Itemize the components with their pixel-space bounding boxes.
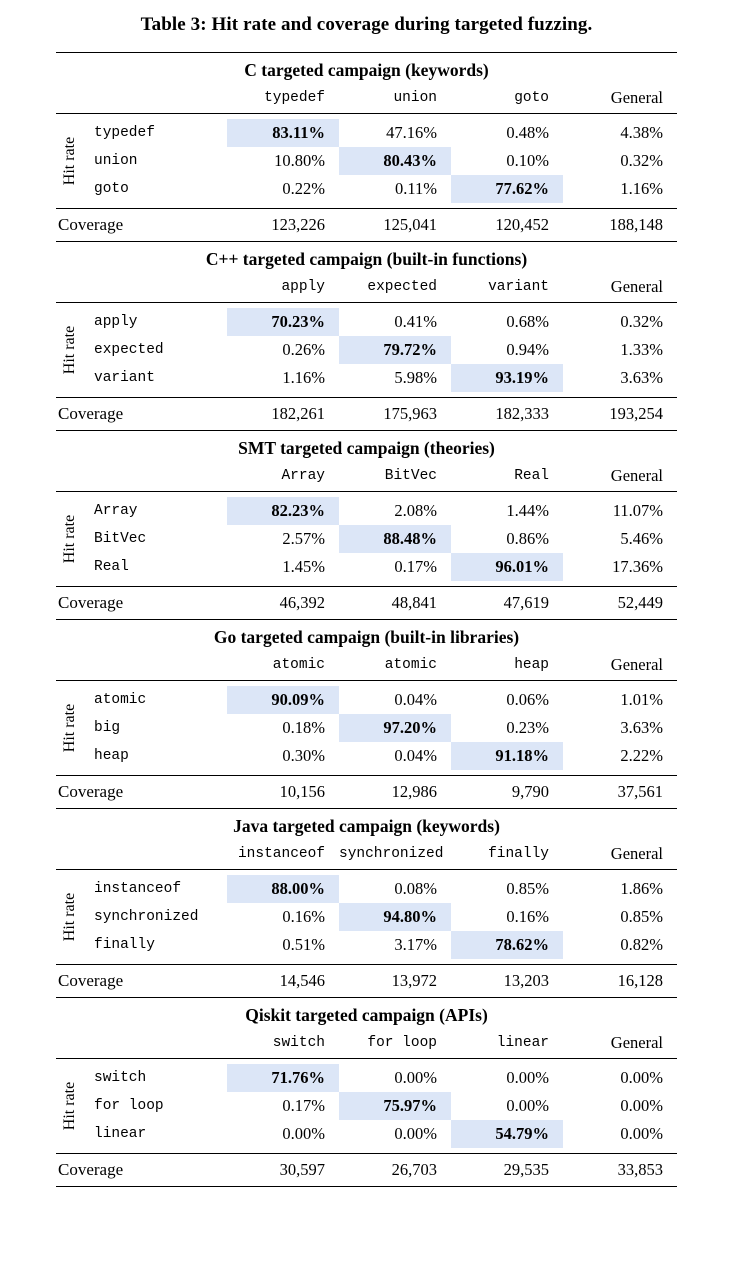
hit-rate-cell-highlighted: 91.18% [451, 742, 563, 770]
hit-rate-cell-highlighted: 88.48% [339, 525, 451, 553]
column-header: union [393, 90, 437, 106]
column-header-row [56, 1030, 677, 1059]
hit-rate-cell: 0.17% [282, 1096, 325, 1115]
coverage-cell: 182,261 [271, 404, 325, 423]
coverage-cell: 125,041 [383, 215, 437, 234]
hit-rate-cell: 1.86% [620, 879, 663, 898]
coverage-row [56, 776, 677, 809]
hit-rate-label: Hit rate [61, 136, 78, 186]
hit-rate-cell: 1.44% [506, 501, 549, 520]
column-header: General [610, 1033, 663, 1052]
hit-rate-cell-highlighted: 82.23% [227, 497, 339, 525]
section-title-row [56, 53, 677, 85]
coverage-cell: 193,254 [609, 404, 663, 423]
hit-rate-cell: 0.17% [394, 557, 437, 576]
column-header: General [610, 466, 663, 485]
column-header: General [610, 277, 663, 296]
coverage-cell: 123,226 [271, 215, 325, 234]
table-row [56, 119, 677, 147]
column-header: General [610, 844, 663, 863]
table-row [56, 553, 677, 581]
row-label: big [94, 720, 121, 736]
hit-rate-label: Hit rate [61, 703, 78, 753]
coverage-cell: 47,619 [503, 593, 549, 612]
row-label: expected [94, 342, 164, 358]
hit-rate-axis-label [56, 875, 84, 959]
table-row [56, 336, 677, 364]
coverage-cell: 16,128 [617, 971, 663, 990]
coverage-cell: 13,972 [391, 971, 437, 990]
coverage-cell: 30,597 [279, 1160, 325, 1179]
rule-line [56, 1187, 677, 1188]
hit-rate-cell: 0.22% [282, 179, 325, 198]
coverage-cell: 26,703 [391, 1160, 437, 1179]
hit-rate-cell-highlighted: 83.11% [227, 119, 339, 147]
table-row [56, 686, 677, 714]
hit-rate-axis-label [56, 686, 84, 770]
row-label: for loop [94, 1098, 164, 1114]
hit-rate-cell: 0.00% [506, 1096, 549, 1115]
hit-rate-cell-highlighted: 88.00% [227, 875, 339, 903]
column-header: variant [488, 279, 549, 295]
coverage-label: Coverage [58, 782, 124, 801]
coverage-cell: 9,790 [511, 782, 549, 801]
hit-rate-cell-highlighted: 93.19% [451, 364, 563, 392]
hit-rate-cell: 0.11% [394, 179, 437, 198]
hit-rate-cell: 0.08% [394, 879, 437, 898]
hit-rate-cell: 1.16% [282, 368, 325, 387]
hit-rate-cell: 0.00% [620, 1124, 663, 1143]
hit-rate-cell: 0.04% [394, 690, 437, 709]
coverage-row [56, 1154, 677, 1187]
coverage-row [56, 587, 677, 620]
table-bottom-rule [56, 1187, 677, 1188]
hit-rate-axis-label [56, 119, 84, 203]
hit-rate-cell-highlighted: 80.43% [339, 147, 451, 175]
table-caption: Table 3: Hit rate and coverage during targeted fuzzing. [140, 14, 593, 35]
table-row [56, 525, 677, 553]
column-header-row [56, 652, 677, 681]
section-title-row [56, 809, 677, 841]
hit-rate-cell: 1.33% [620, 340, 663, 359]
hit-rate-cell: 3.63% [620, 368, 663, 387]
row-label: variant [94, 370, 155, 386]
coverage-cell: 13,203 [503, 971, 549, 990]
row-label: atomic [94, 692, 147, 708]
coverage-row [56, 965, 677, 998]
hit-rate-cell: 4.38% [620, 123, 663, 142]
row-label: union [94, 153, 138, 169]
section-title: Qiskit targeted campaign (APIs) [245, 1005, 488, 1025]
hit-rate-cell: 0.04% [394, 746, 437, 765]
hit-rate-cell: 0.00% [506, 1068, 549, 1087]
column-header-row [56, 85, 677, 114]
column-header: atomic [272, 657, 325, 673]
hit-rate-cell: 3.63% [620, 718, 663, 737]
hit-rate-cell-highlighted: 77.62% [451, 175, 563, 203]
coverage-cell: 46,392 [279, 593, 325, 612]
column-header: linear [496, 1035, 549, 1051]
coverage-row [56, 398, 677, 431]
hit-rate-cell: 0.85% [620, 907, 663, 926]
coverage-label: Coverage [58, 404, 124, 423]
column-header: goto [514, 90, 549, 106]
hit-rate-cell: 0.86% [506, 529, 549, 548]
column-header: finally [488, 846, 549, 862]
hit-rate-cell: 0.00% [394, 1068, 437, 1087]
column-header: typedef [264, 90, 325, 106]
row-label: linear [94, 1126, 147, 1142]
coverage-cell: 175,963 [383, 404, 437, 423]
hit-rate-cell: 0.51% [282, 935, 325, 954]
column-header: atomic [384, 657, 437, 673]
table-row [56, 903, 677, 931]
row-label: instanceof [94, 881, 182, 897]
row-label: Array [94, 503, 138, 519]
table-row [56, 931, 677, 959]
row-label: finally [94, 937, 155, 953]
table-row [56, 742, 677, 770]
hit-rate-cell: 0.00% [394, 1124, 437, 1143]
column-header: synchronized [339, 846, 444, 862]
table-row [56, 1120, 677, 1148]
column-header: Real [514, 468, 549, 484]
coverage-label: Coverage [58, 1160, 124, 1179]
coverage-cell: 37,561 [617, 782, 663, 801]
table-row [56, 308, 677, 336]
coverage-cell: 120,452 [495, 215, 549, 234]
coverage-row [56, 209, 677, 242]
table-row [56, 1092, 677, 1120]
column-header: heap [514, 657, 549, 673]
hit-rate-cell: 2.57% [282, 529, 325, 548]
row-label: synchronized [94, 909, 199, 925]
hit-rate-cell: 0.82% [620, 935, 663, 954]
column-header-row [56, 463, 677, 492]
table-row [56, 1064, 677, 1092]
hit-rate-cell-highlighted: 70.23% [227, 308, 339, 336]
hit-rate-cell: 2.22% [620, 746, 663, 765]
hit-rate-cell: 0.16% [282, 907, 325, 926]
section-title-row [56, 620, 677, 652]
table-row [56, 175, 677, 203]
hit-rate-cell: 0.41% [394, 312, 437, 331]
hit-rate-label: Hit rate [61, 514, 78, 564]
table-row [56, 497, 677, 525]
section-title: C targeted campaign (keywords) [244, 60, 489, 80]
hit-rate-cell: 1.45% [282, 557, 325, 576]
table-row [56, 364, 677, 392]
section-title-row [56, 998, 677, 1030]
coverage-cell: 188,148 [609, 215, 663, 234]
hit-rate-axis-label [56, 1064, 84, 1148]
column-header: General [610, 655, 663, 674]
hit-rate-cell: 10.80% [274, 151, 325, 170]
coverage-cell: 48,841 [391, 593, 437, 612]
hit-rate-cell: 0.23% [506, 718, 549, 737]
hit-rate-cell: 0.48% [506, 123, 549, 142]
column-header: for loop [367, 1035, 437, 1051]
hit-rate-cell-highlighted: 54.79% [451, 1120, 563, 1148]
column-header: apply [281, 279, 325, 295]
coverage-cell: 52,449 [617, 593, 663, 612]
column-header: expected [367, 279, 437, 295]
hit-rate-cell: 0.85% [506, 879, 549, 898]
hit-rate-cell-highlighted: 71.76% [227, 1064, 339, 1092]
hit-rate-cell: 17.36% [612, 557, 663, 576]
hit-rate-cell-highlighted: 79.72% [339, 336, 451, 364]
hit-rate-cell: 0.10% [506, 151, 549, 170]
hit-rate-cell: 0.32% [620, 312, 663, 331]
column-header-row [56, 841, 677, 870]
row-label: BitVec [94, 531, 147, 547]
column-header: General [610, 88, 663, 107]
coverage-cell: 182,333 [495, 404, 549, 423]
hit-rate-cell: 5.46% [620, 529, 663, 548]
hit-rate-cell: 0.16% [506, 907, 549, 926]
hit-rate-cell: 0.32% [620, 151, 663, 170]
coverage-cell: 10,156 [279, 782, 325, 801]
hit-rate-cell: 0.06% [506, 690, 549, 709]
row-label: Real [94, 559, 129, 575]
coverage-label: Coverage [58, 593, 124, 612]
results-table [56, 52, 677, 1187]
hit-rate-cell-highlighted: 75.97% [339, 1092, 451, 1120]
hit-rate-cell-highlighted: 90.09% [227, 686, 339, 714]
row-label: goto [94, 181, 129, 197]
hit-rate-cell: 0.68% [506, 312, 549, 331]
paper-page [0, 14, 733, 1187]
hit-rate-cell: 0.18% [282, 718, 325, 737]
hit-rate-cell: 0.26% [282, 340, 325, 359]
hit-rate-label: Hit rate [61, 325, 78, 375]
hit-rate-cell: 0.30% [282, 746, 325, 765]
row-label: switch [94, 1070, 147, 1086]
column-header: switch [272, 1035, 325, 1051]
hit-rate-cell: 0.00% [620, 1096, 663, 1115]
hit-rate-label: Hit rate [61, 1081, 78, 1131]
hit-rate-axis-label [56, 308, 84, 392]
section-title-row [56, 431, 677, 463]
coverage-label: Coverage [58, 971, 124, 990]
hit-rate-label: Hit rate [61, 892, 78, 942]
section-title: Java targeted campaign (keywords) [233, 816, 500, 836]
coverage-cell: 33,853 [617, 1160, 663, 1179]
hit-rate-cell-highlighted: 94.80% [339, 903, 451, 931]
coverage-cell: 12,986 [391, 782, 437, 801]
hit-rate-cell: 0.94% [506, 340, 549, 359]
hit-rate-cell: 1.16% [620, 179, 663, 198]
hit-rate-cell: 2.08% [394, 501, 437, 520]
column-header: Array [281, 468, 325, 484]
hit-rate-cell: 0.00% [620, 1068, 663, 1087]
row-label: apply [94, 314, 138, 330]
hit-rate-cell: 0.00% [282, 1124, 325, 1143]
coverage-cell: 14,546 [279, 971, 325, 990]
section-title: C++ targeted campaign (built-in functions) [205, 249, 528, 269]
hit-rate-cell: 1.01% [620, 690, 663, 709]
column-header-row [56, 274, 677, 303]
column-header: instanceof [237, 846, 325, 862]
row-label: typedef [94, 125, 155, 141]
section-title: SMT targeted campaign (theories) [238, 438, 495, 458]
table-row [56, 875, 677, 903]
section-title-row [56, 242, 677, 274]
row-label: heap [94, 748, 129, 764]
hit-rate-cell: 11.07% [612, 501, 663, 520]
hit-rate-cell-highlighted: 96.01% [451, 553, 563, 581]
coverage-label: Coverage [58, 215, 124, 234]
coverage-cell: 29,535 [503, 1160, 549, 1179]
hit-rate-cell-highlighted: 97.20% [339, 714, 451, 742]
column-header: BitVec [384, 468, 437, 484]
section-title: Go targeted campaign (built-in libraries) [213, 627, 520, 647]
hit-rate-cell-highlighted: 78.62% [451, 931, 563, 959]
hit-rate-cell: 3.17% [394, 935, 437, 954]
hit-rate-axis-label [56, 497, 84, 581]
hit-rate-cell: 47.16% [386, 123, 437, 142]
table-row [56, 147, 677, 175]
table-row [56, 714, 677, 742]
hit-rate-cell: 5.98% [394, 368, 437, 387]
